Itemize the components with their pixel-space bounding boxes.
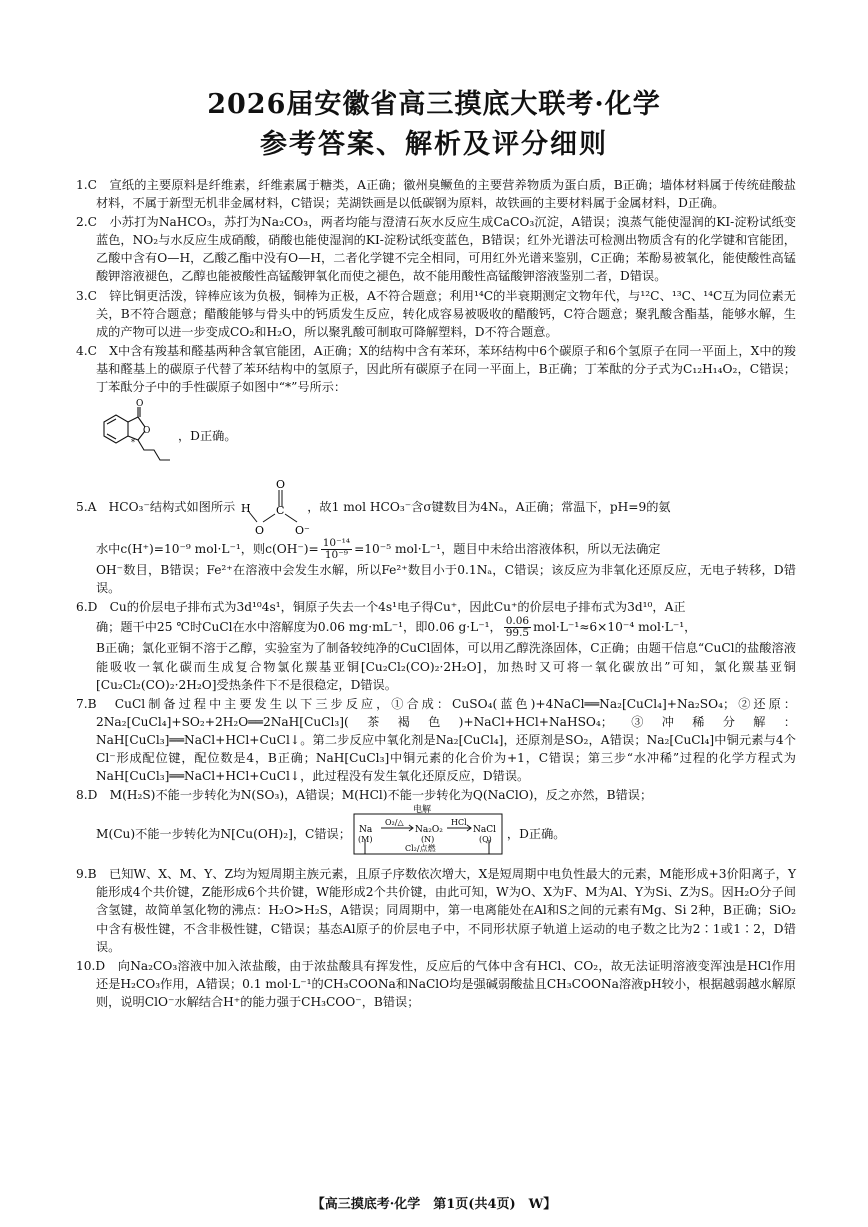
answer-5-line2a: 水中c(H⁺)=10⁻⁹ mol·L⁻¹，则c(OH⁻)= bbox=[96, 542, 319, 557]
diagram-bottom-label: Cl₂/点燃 bbox=[404, 844, 436, 854]
page-title: 2026届安徽省高三摸底大联考·化学 bbox=[207, 89, 661, 120]
answer-1 bbox=[76, 176, 796, 212]
diagram-top-label: 电解 bbox=[412, 805, 431, 816]
answer-6-line2a: 确；题干中25 ℃时CuCl在水中溶解度为0.06 mg·mL⁻¹，即0.06 g·L⁻¹， bbox=[96, 620, 502, 635]
answer-6-line2b: mol·L⁻¹≈6×10⁻⁴ mol·L⁻¹， bbox=[533, 620, 697, 635]
diagram-arrow1: O₂/△ bbox=[384, 818, 404, 828]
diagram-q-tag: (Q) bbox=[478, 835, 492, 845]
diagram-q: NaCl bbox=[472, 825, 496, 836]
struct-o-left: O bbox=[255, 524, 265, 538]
answer-2-text: 2.C 小苏打为NaHCO₃，苏打为Na₂CO₃，两者均能与澄清石灰水反应生成CaCO₃沉淀，A错误；溴蒸气能使湿润的KI-淀粉试纸变蓝色，NO₂与水反应生成硝酸，硝酸也能使湿润的KI-淀粉试纸变蓝色，B错误；红外光谱法可检测出物质含有的化学键和官能团，乙酸中含有O—H，乙酸乙酯中没有O—H，二者化学键不完全相同，可用红外光谱来鉴别，C正确；苯酚易被氧化，能使酸性高锰酸钾溶液褪色，乙醇也能被酸性高锰酸钾氧化而使之褪色，故不能用酸性高锰酸钾溶液鉴别二者，D错误。 bbox=[76, 215, 796, 284]
answer-5-line2 bbox=[76, 538, 796, 561]
fraction-cucl-num: 0.06 bbox=[505, 615, 530, 628]
answer-3-text: 3.C 锌比铜更活泼，锌棒应该为负极，铜棒为正极，A不符合题意；利用¹⁴C的半衰期测定文物年代，与¹²C、¹³C、¹⁴C互为同位素无关，B不符合题意；醋酸能够与骨头中的钙质发生反应，转化成容易被吸收的醋酸钙，C符合题意；聚乳酸含酯基，能够水解，生成的产物可以进一步变成CO₂和H₂O，所以聚乳酸可制取可降解塑料，D不符合题意。 bbox=[76, 288, 796, 339]
fraction-oh-den: 10⁻⁹ bbox=[324, 549, 348, 562]
sodium-conversion-diagram bbox=[351, 804, 507, 864]
answer-5-mid: ，故1 mol HCO₃⁻含σ键数目为4Nₐ，A正确；常温下，pH=9的氨 bbox=[307, 500, 671, 515]
diagram-m-tag: (M) bbox=[357, 835, 373, 845]
answer-2 bbox=[76, 213, 796, 285]
fraction-oh bbox=[321, 538, 352, 561]
answer-8-line1: 8.D M(H₂S)不能一步转化为N(SO₃)，A错误；M(HCl)不能一步转化为Q(NaClO)，反之亦然，B错误； bbox=[76, 788, 653, 803]
answer-5-rest: OH⁻数目，B错误；Fe²⁺在溶液中会发生水解，所以Fe²⁺数目小于0.1Nₐ，C错误；该反应为非氧化还原反应，无电子转移，D错误。 bbox=[96, 563, 796, 596]
fraction-oh-num: 10⁻¹⁴ bbox=[322, 537, 351, 550]
answer-5 bbox=[76, 476, 796, 597]
answer-6-line1: 6.D Cu的价层电子排布式为3d¹⁰4s¹，铜原子失去一个4s¹电子得Cu⁺，因此Cu⁺的价层电子排布式为3d¹⁰，A正 bbox=[76, 600, 686, 615]
answer-4 bbox=[76, 342, 796, 474]
answer-7-text: 7.B CuCl制备过程中主要发生以下三步反应，①合成：CuSO₄(蓝色)+4NaCl══Na₂[CuCl₄]+Na₂SO₄；②还原：2Na₂[CuCl₄]+SO₂+2H₂O══2NaH[CuCl₃](茶褐色)+NaCl+HCl+NaHSO₄；③冲稀分解：NaH[CuCl₃]══NaCl+HCl+CuCl↓。第二步反应中氧化剂是Na₂[CuCl₄]，还原剂是SO₂，A错误；Na₂[CuCl₄]中铜元素与4个Cl⁻形成配位键，配位数是4，B正确；NaH[CuCl₃]中铜元素的化合价为+1，C错误；第三步“水冲稀”过程的化学方程式为NaH[CuCl₃]══NaCl+HCl+CuCl↓，此过程没有发生氧化还原反应，D错误。 bbox=[76, 696, 796, 784]
struct-c: C bbox=[276, 504, 285, 518]
svg-text:O: O bbox=[136, 399, 144, 410]
answer-8 bbox=[76, 786, 796, 864]
answer-9-text: 9.B 已知W、X、M、Y、Z均为短周期主族元素，且原子序数依次增大，X是短周期中电负性最大的元素，M能形成+3价阳离子，Y能形成4个共价键，Z能形成6个共价键，W能形成2个共价键，由此可知，W为O、X为F、M为Al、Y为Si、Z为S。因H₂O分子间含氢键，故简单氢化物的沸点：H₂O>H₂S，A错误；同周期中，第一电离能处在Al和S之间的元素有Mg、Si 2种，B正确；SiO₂中含有极性键，不含非极性键，C错误；基态Al原子的价层电子中，不同形状原子轨道上运动的电子数之比为2∶1或1∶2，D错误。 bbox=[76, 867, 796, 954]
answer-4-figure-row bbox=[76, 398, 796, 474]
answer-5-lead: 5.A HCO₃⁻结构式如图所示 bbox=[76, 500, 236, 515]
fraction-cucl-den: 99.5 bbox=[505, 627, 530, 640]
answer-3 bbox=[76, 287, 796, 341]
answer-4-text: 4.C X中含有羧基和醛基两种含氧官能团，A正确；X的结构中含有苯环，苯环结构中6个碳原子和6个氢原子在同一平面上，X中的羧基和醛基上的碳原子代替了苯环结构中的氢原子，因此所有碳原子在同一平面上，B正确；丁苯酞的分子式为C₁₂H₁₄O₂，C错误；丁苯酞分子中的手性碳原子如图中“*”号所示： bbox=[76, 343, 796, 395]
answer-10 bbox=[76, 957, 796, 1011]
answer-8-line2b: ，D正确。 bbox=[506, 827, 566, 842]
diagram-n: Na₂O₂ bbox=[414, 825, 443, 836]
answer-6 bbox=[76, 598, 796, 693]
answer-5-line2b: =10⁻⁵ mol·L⁻¹，题目中未给出溶液体积，所以无法确定 bbox=[354, 542, 661, 557]
answer-6-line2 bbox=[76, 616, 796, 639]
answer-body bbox=[76, 176, 796, 1012]
fraction-cucl bbox=[504, 616, 531, 639]
answer-7 bbox=[76, 695, 796, 785]
answer-4-after: ，D正确。 bbox=[178, 429, 237, 444]
butylphthalide-structure bbox=[96, 398, 178, 474]
answer-6-rest: B正确；氯化亚铜不溶于乙醇，实验室为了制备较纯净的CuCl固体，可以用乙醇洗涤固体，C正确；由题干信息“CuCl的盐酸溶液能吸收一氧化碳而生成复合物氯化羰基亚铜[Cu₂Cl₂(CO)₂·2H₂O]，加热时又可将一氧化碳放出”可知，氯化羰基亚铜[Cu₂Cl₂(CO)₂·2H₂O]受热条件下不是很稳定，D错误。 bbox=[96, 641, 796, 692]
answer-1-text: 1.C 宣纸的主要原料是纤维素，纤维素属于糖类，A正确；徽州臭鳜鱼的主要营养物质为蛋白质，B正确；墙体材料属于传统硅酸盐材料，不属于新型无机非金属材料，C错误；芜湖铁画是以低碳钢为原料，故铁画的主要材料属于金属材料，D正确。 bbox=[76, 178, 796, 211]
answer-9 bbox=[76, 865, 796, 955]
answer-8-line2a: M(Cu)不能一步转化为N[Cu(OH)₂]，C错误； bbox=[96, 827, 351, 842]
diagram-m: Na bbox=[358, 825, 373, 836]
struct-h: H bbox=[241, 502, 251, 516]
struct-o-top: O bbox=[276, 478, 286, 492]
page-footer: 【高三摸底考·化学 第1页(共4页) W】 bbox=[311, 1197, 557, 1212]
answer-10-text: 10.D 向Na₂CO₃溶液中加入浓盐酸，由于浓盐酸具有挥发性，反应后的气体中含有HCl、CO₂，故无法证明溶液变浑浊是HCl作用还是H₂CO₃作用，A错误；0.1 mol·L⁻¹的CH₃COONa和NaClO均是强碱弱酸盐且CH₃COONa溶液pH较小，根据越弱越水解原则，说明ClO⁻水解结合H⁺的能力强于CH₃COO⁻，B错误； bbox=[76, 958, 796, 1009]
diagram-n-tag: (N) bbox=[420, 835, 435, 845]
page-subtitle: 参考答案、解析及评分细则 bbox=[260, 129, 608, 160]
answer-5-line1 bbox=[76, 476, 796, 538]
answer-8-line2 bbox=[76, 804, 796, 864]
svg-text:O: O bbox=[143, 426, 151, 437]
svg-text:*: * bbox=[131, 438, 135, 448]
struct-o-right: O⁻ bbox=[295, 524, 311, 538]
diagram-arrow2: HCl bbox=[450, 818, 467, 828]
